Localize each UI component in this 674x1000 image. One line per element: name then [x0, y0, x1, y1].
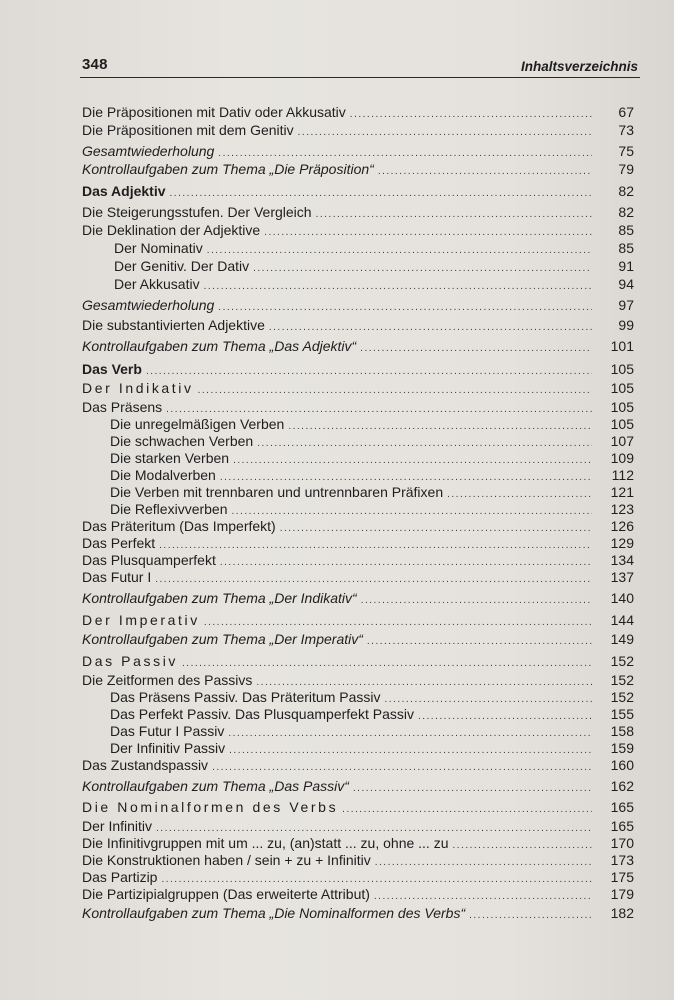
- toc-entry: [82, 222, 634, 238]
- toc-leader: [182, 658, 592, 669]
- toc-leader: [316, 209, 592, 220]
- toc-entry-page: 149: [610, 631, 634, 647]
- toc-entry-title: Der Infinitiv: [82, 818, 153, 834]
- toc-leader: [156, 823, 592, 834]
- toc-entry-page: 162: [610, 778, 634, 794]
- toc-entry: [82, 122, 634, 138]
- toc-leader: [350, 109, 592, 120]
- toc-chapter: [82, 183, 634, 199]
- toc-entry-page: 109: [610, 450, 634, 466]
- toc-leader: [204, 617, 592, 628]
- toc-leader: [469, 910, 592, 921]
- toc-entry-page: 79: [618, 161, 634, 177]
- toc-section-title: Der Indikativ: [82, 380, 194, 396]
- toc-leader: [360, 343, 592, 354]
- toc-entry-page: 165: [610, 799, 634, 815]
- toc-entry-title: Die Steigerungsstufen. Der Vergleich: [82, 204, 312, 220]
- toc-entry-page: 165: [610, 818, 634, 834]
- toc-leader: [375, 857, 592, 868]
- toc-leader: [447, 489, 592, 500]
- toc-entry-title: Das Zustandspassiv: [82, 757, 209, 773]
- toc-leader: [212, 762, 592, 773]
- toc-subentry: [82, 467, 634, 483]
- page-header: [82, 56, 638, 78]
- toc-entry-page: 99: [618, 317, 634, 333]
- page-number: 348: [82, 56, 108, 73]
- toc-leader: [288, 421, 592, 432]
- toc-subentry: [82, 240, 634, 256]
- toc-leader: [418, 711, 592, 722]
- toc-leader: [256, 677, 592, 688]
- toc-leader: [233, 455, 592, 466]
- toc-subentry: [82, 416, 634, 432]
- toc-entry-title: Die schwachen Verben: [110, 433, 254, 449]
- toc-entry: [82, 297, 634, 313]
- toc-leader: [228, 728, 592, 739]
- toc-leader: [257, 438, 592, 449]
- toc-entry-page: 173: [610, 852, 634, 868]
- toc-entry: [82, 518, 634, 534]
- toc-leader: [159, 540, 592, 551]
- toc-entry-title: Kontrollaufgaben zum Thema „Der Imperativ“: [82, 631, 363, 647]
- toc-entry-title: Das Partizip: [82, 869, 158, 885]
- toc-chapter-title: Das Adjektiv: [82, 183, 166, 199]
- toc-entry-title: Die Deklination der Adjektive: [82, 222, 261, 238]
- toc-entry-title: Die Verben mit trennbaren und untrennbaren Präfixen: [110, 484, 444, 500]
- toc-entry-page: 140: [610, 590, 634, 606]
- toc-leader: [298, 127, 592, 138]
- toc-entry: [82, 905, 634, 921]
- toc-entry-title: Das Futur I Passiv: [110, 723, 225, 739]
- toc-entry-page: 137: [610, 569, 634, 585]
- toc-leader: [220, 472, 592, 483]
- toc-entry-page: 123: [610, 501, 634, 517]
- toc-entry-title: Die Präpositionen mit dem Genitiv: [82, 122, 294, 138]
- toc-leader: [280, 523, 592, 534]
- toc-entry-page: 112: [611, 467, 634, 483]
- toc-entry: [82, 338, 634, 354]
- toc-entry-page: 67: [618, 104, 634, 120]
- toc-leader: [342, 804, 592, 815]
- toc-leader: [374, 891, 592, 902]
- toc-subentry: [82, 740, 634, 756]
- toc-entry-page: 152: [610, 672, 634, 688]
- toc-entry: [82, 590, 634, 606]
- toc-entry-page: 160: [610, 757, 634, 773]
- toc-entry-page: 105: [610, 380, 634, 396]
- toc-entry-title: Der Infinitiv Passiv: [110, 740, 226, 756]
- toc-entry-page: 158: [610, 723, 634, 739]
- toc-section-title: Das Passiv: [82, 653, 179, 669]
- toc-entry-title: Der Akkusativ: [114, 276, 200, 292]
- toc-entry-title: Der Nominativ: [114, 240, 203, 256]
- toc-entry-title: Die Präpositionen mit Dativ oder Akkusativ: [82, 104, 346, 120]
- toc-entry: [82, 835, 634, 851]
- toc-entry: [82, 569, 634, 585]
- toc-entry-title: Die Konstruktionen haben / sein + zu + Infinitiv: [82, 852, 371, 868]
- toc-leader: [170, 188, 592, 199]
- toc-entry-title: Das Futur I: [82, 569, 152, 585]
- toc-chapter-title: Das Verb: [82, 361, 142, 377]
- toc-entry-title: Das Präsens Passiv. Das Präteritum Passiv: [110, 689, 381, 705]
- toc-leader: [361, 595, 592, 606]
- toc-entry-page: 144: [610, 612, 634, 628]
- toc-entry-page: 82: [618, 183, 634, 199]
- toc-entry-title: Die Modalverben: [110, 467, 216, 483]
- toc-section-title: Die Nominalformen des Verbs: [82, 799, 339, 815]
- toc-entry: [82, 399, 634, 415]
- toc-leader: [220, 557, 592, 568]
- toc-entry: [82, 869, 634, 885]
- toc-entry-title: Das Plusquamperfekt: [82, 552, 216, 568]
- toc-leader: [155, 574, 592, 585]
- toc-entry-page: 91: [618, 258, 634, 274]
- toc-entry-page: 101: [610, 338, 634, 354]
- toc-entry-title: Kontrollaufgaben zum Thema „Das Adjektiv“: [82, 338, 357, 354]
- toc-leader: [229, 745, 592, 756]
- toc-entry: [82, 886, 634, 902]
- toc-entry-title: Das Präteritum (Das Imperfekt): [82, 518, 276, 534]
- toc-entry: [82, 631, 634, 647]
- toc-section-title: Der Imperativ: [82, 612, 200, 628]
- toc-section: [82, 612, 634, 628]
- toc-entry: [82, 143, 634, 159]
- toc-entry-page: 73: [618, 122, 634, 138]
- toc-entry: [82, 535, 634, 551]
- toc-leader: [166, 404, 592, 415]
- toc-entry-page: 94: [618, 276, 634, 292]
- toc-leader: [146, 366, 592, 377]
- toc-leader: [218, 148, 592, 159]
- toc-leader: [253, 263, 592, 274]
- toc-subentry: [82, 484, 634, 500]
- toc-entry: [82, 818, 634, 834]
- toc-leader: [218, 302, 592, 313]
- toc-entry: [82, 757, 634, 773]
- toc-subentry: [82, 276, 634, 292]
- toc-entry-title: Die Reflexivverben: [110, 501, 228, 517]
- toc-subentry: [82, 450, 634, 466]
- toc-leader: [269, 322, 592, 333]
- toc-entry-title: Kontrollaufgaben zum Thema „Der Indikativ“: [82, 590, 357, 606]
- toc-entry-page: 97: [618, 297, 634, 313]
- toc-entry-title: Die Infinitivgruppen mit um ... zu, (an)statt ... zu, ohne ... zu: [82, 835, 449, 851]
- toc-entry-page: 126: [610, 518, 634, 534]
- toc-entry-page: 85: [618, 240, 634, 256]
- toc-subentry: [82, 723, 634, 739]
- toc-entry-page: 152: [610, 653, 634, 669]
- toc-entry-title: Die substantivierten Adjektive: [82, 317, 265, 333]
- toc-entry-title: Die unregelmäßigen Verben: [110, 416, 285, 432]
- table-of-contents: [82, 104, 634, 921]
- toc-entry-page: 105: [610, 361, 634, 377]
- toc-entry-page: 85: [618, 222, 634, 238]
- toc-entry: [82, 852, 634, 868]
- toc-leader: [353, 783, 592, 794]
- toc-subentry: [82, 433, 634, 449]
- toc-entry-page: 159: [610, 740, 634, 756]
- toc-leader: [207, 245, 592, 256]
- toc-entry-page: 179: [610, 886, 634, 902]
- toc-entry-page: 107: [610, 433, 634, 449]
- toc-subentry: [82, 501, 634, 517]
- toc-entry: [82, 161, 634, 177]
- toc-entry-title: Das Perfekt Passiv. Das Plusquamperfekt Passiv: [110, 706, 414, 722]
- toc-section: [82, 380, 634, 396]
- toc-entry-title: Das Präsens: [82, 399, 163, 415]
- toc-entry-title: Das Perfekt: [82, 535, 156, 551]
- toc-entry-title: Kontrollaufgaben zum Thema „Die Präposition“: [82, 161, 374, 177]
- toc-entry-title: Kontrollaufgaben zum Thema „Das Passiv“: [82, 778, 349, 794]
- toc-leader: [385, 694, 593, 705]
- toc-entry-page: 121: [610, 484, 634, 500]
- toc-subentry: [82, 689, 634, 705]
- toc-entry-page: 155: [610, 706, 634, 722]
- toc-entry-title: Der Genitiv. Der Dativ: [114, 258, 250, 274]
- toc-entry-page: 75: [618, 143, 634, 159]
- toc-entry: [82, 552, 634, 568]
- toc-entry-title: Die starken Verben: [110, 450, 230, 466]
- toc-leader: [204, 281, 592, 292]
- header-rule: [80, 77, 640, 78]
- toc-entry: [82, 778, 634, 794]
- toc-entry-page: 105: [610, 416, 634, 432]
- toc-entry: [82, 317, 634, 333]
- toc-subentry: [82, 258, 634, 274]
- toc-entry-page: 134: [610, 552, 634, 568]
- toc-entry-page: 182: [610, 905, 634, 921]
- toc-entry-page: 152: [610, 689, 634, 705]
- toc-leader: [453, 840, 593, 851]
- toc-entry: [82, 672, 634, 688]
- toc-entry-title: Gesamtwiederholung: [82, 297, 215, 313]
- toc-entry-page: 105: [610, 399, 634, 415]
- toc-leader: [161, 874, 592, 885]
- toc-entry-page: 82: [618, 204, 634, 220]
- toc-leader: [378, 166, 592, 177]
- toc-entry-title: Die Zeitformen des Passivs: [82, 672, 253, 688]
- toc-entry-title: Die Partizipialgruppen (Das erweiterte Attribut): [82, 886, 370, 902]
- toc-section: [82, 799, 634, 815]
- running-title: Inhaltsverzeichnis: [520, 59, 638, 74]
- toc-entry: [82, 204, 634, 220]
- toc-entry-page: 175: [610, 869, 634, 885]
- toc-leader: [198, 385, 592, 396]
- toc-leader: [367, 636, 592, 647]
- toc-entry-title: Gesamtwiederholung: [82, 143, 215, 159]
- toc-leader: [232, 506, 593, 517]
- toc-chapter: [82, 361, 634, 377]
- toc-entry-page: 129: [610, 535, 634, 551]
- toc-entry-page: 170: [610, 835, 634, 851]
- toc-leader: [264, 227, 592, 238]
- toc-subentry: [82, 706, 634, 722]
- toc-entry-title: Kontrollaufgaben zum Thema „Die Nominalformen des Verbs“: [82, 905, 466, 921]
- toc-entry: [82, 104, 634, 120]
- toc-section: [82, 653, 634, 669]
